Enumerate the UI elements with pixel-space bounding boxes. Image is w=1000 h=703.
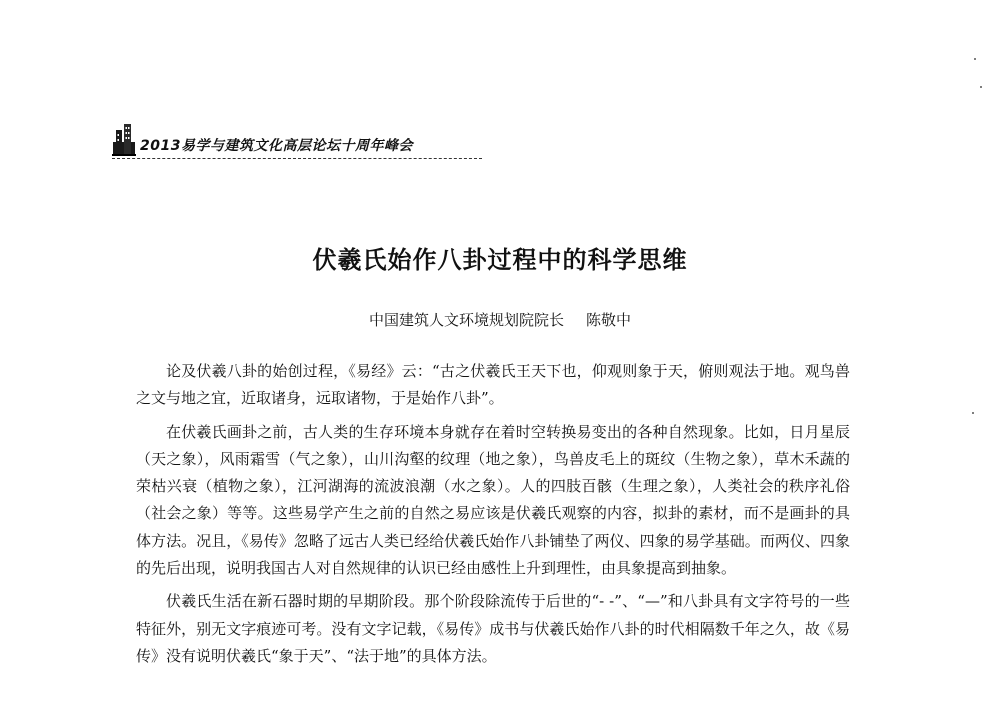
article-title: 伏羲氏始作八卦过程中的科学思维 <box>312 246 688 274</box>
building-logo-icon <box>112 122 136 156</box>
scan-speck <box>972 412 974 414</box>
header-divider <box>112 158 482 159</box>
header-title: 2013易学与建筑文化高层论坛十周年峰会 <box>140 138 413 154</box>
scan-speck <box>974 58 976 60</box>
byline <box>0 309 1000 330</box>
paragraph: 伏羲氏生活在新石器时期的早期阶段。那个阶段除流传于后世的“- -”、“—”和八卦具有文字符号的一些特征外，别无文字痕迹可考。没有文字记载，《易传》成书与伏羲氏始作八卦的时代相隔数千年之久，故《易传》没有说明伏羲氏“象于天”、“法于地”的具体方法。 <box>136 592 850 665</box>
paragraph: 在伏羲氏画卦之前，古人类的生存环境本身就存在着时空转换易变出的各种自然现象。比如，日月星辰（天之象），风雨霜雪（气之象），山川沟壑的纹理（地之象），鸟兽皮毛上的斑纹（生物之象），草木禾蔬的荣枯兴衰（植物之象），江河湖海的流波浪潮（水之象）。人的四肢百骸（生理之象），人类社会的秩序礼俗（社会之象）等等。这些易学产生之前的自然之易应该是伏羲氏观察的内容，拟卦的素材，而不是画卦的具体方法。况且，《易传》忽略了远古人类已经给伏羲氏始作八卦铺垫了两仪、四象的易学基础。而两仪、四象的先后出现，说明我国古人对自然规律的认识已经由感性上升到理性，由具象提高到抽象。 <box>136 422 850 578</box>
running-header <box>112 122 482 162</box>
paragraph: 论及伏羲八卦的始创过程，《易经》云：“古之伏羲氏王天下也，仰观则象于天，俯则观法于地。观鸟兽之文与地之宜，近取诸身，远取诸物，于是始作八卦”。 <box>136 362 850 408</box>
author-affiliation: 中国建筑人文环境规划院院长 <box>368 311 564 329</box>
scan-speck <box>980 86 982 88</box>
author-name: 陈敬中 <box>586 311 632 329</box>
article-body <box>136 358 850 676</box>
